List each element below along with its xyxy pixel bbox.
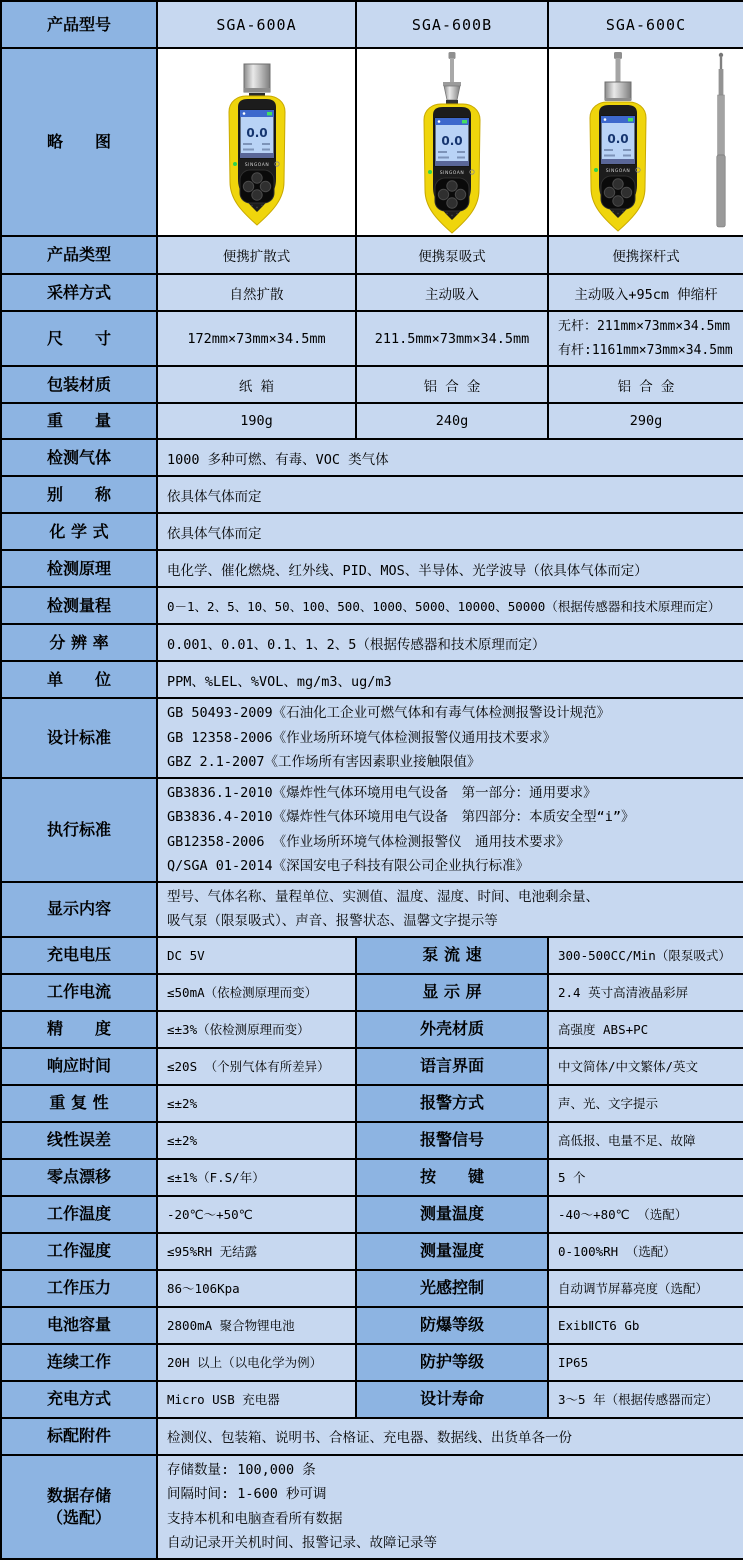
sketch-label: 略 图 (1, 48, 157, 236)
screen-text-line (604, 149, 613, 151)
keypad-button-up (251, 173, 261, 183)
spec-label: 显 示 屏 (356, 974, 548, 1011)
pump-probe (443, 52, 461, 104)
speaker-hole (456, 213, 458, 215)
dimension-line: 无杆：211mm×73mm×34.5mm (558, 318, 731, 334)
spec-value: -40～+80℃ （选配） (548, 1196, 743, 1233)
spec-value: 5 个 (548, 1159, 743, 1196)
display-line: 型号、气体名称、量程单位、实测值、温度、湿度、时间、电池剩余量、 (167, 888, 599, 905)
spec-row (1, 236, 743, 274)
exec-standards (157, 778, 743, 882)
spec-value: ≤50mA（依检测原理而变） (157, 974, 356, 1011)
spec-value: 中文简体/中文繁体/英文 (548, 1048, 743, 1085)
storage-label-line: 数据存储 (46, 1485, 111, 1505)
keypad-button-left (438, 189, 448, 199)
screen-text-line (438, 151, 447, 153)
spec-value: 20H 以上（以电化学为例） (157, 1344, 356, 1381)
spec-value: -20℃～+50℃ (157, 1196, 356, 1233)
spec-value-b: 211.5mm×73mm×34.5mm (356, 311, 548, 366)
spec-label: 光感控制 (356, 1270, 548, 1307)
keypad-button-right (621, 187, 631, 197)
screen-text-line (457, 157, 465, 159)
spec-row (1, 1048, 743, 1085)
storage-line: 支持本机和电脑查看所有数据 (167, 1510, 343, 1527)
spec-row (1, 1196, 743, 1233)
header-row (1, 1, 743, 48)
spec-value-b: 主动吸入 (356, 274, 548, 311)
spec-label: 防爆等级 (356, 1307, 548, 1344)
spec-value-a: 便携扩散式 (157, 236, 356, 274)
spec-value: ≤±1%（F.S/年） (157, 1159, 356, 1196)
spec-label: 充电方式 (1, 1381, 157, 1418)
spec-value-a: 190g (157, 403, 356, 439)
standard-line: GBZ 2.1-2007《工作场所有害因素职业接触限值》 (167, 754, 481, 770)
spec-label: 零点漂移 (1, 1159, 157, 1196)
dimension-line: 有杆:1161mm×73mm×34.5mm (558, 342, 733, 358)
brand-label: SINGOAN (439, 171, 465, 176)
spec-row (1, 1085, 743, 1122)
telescopic-rod (717, 53, 725, 227)
signal-icon (604, 118, 607, 121)
spec-label: 化 学 式 (1, 513, 157, 550)
spec-value: ≤20S （个别气体有所差异） (157, 1048, 356, 1085)
spec-label: 分 辨 率 (1, 624, 157, 661)
keypad-button-up (613, 179, 623, 189)
signal-icon (438, 120, 441, 123)
spec-label: 检测气体 (1, 439, 157, 476)
keypad-button-right (455, 189, 465, 199)
spec-value-c: 铝 合 金 (548, 366, 743, 403)
spec-label: 单 位 (1, 661, 157, 698)
spec-value: 300-500CC/Min（限泵吸式） (548, 937, 743, 974)
model-name-c: SGA-600C (548, 1, 743, 48)
spec-row (1, 513, 743, 550)
spec-label: 标配附件 (1, 1418, 157, 1455)
spec-value-a: 自然扩散 (157, 274, 356, 311)
spec-row (1, 661, 743, 698)
screen-datebar (435, 161, 469, 166)
spec-row (1, 624, 743, 661)
keypad-button-right (260, 181, 270, 191)
spec-label: 执行标准 (1, 778, 157, 882)
spec-label: 重 复 性 (1, 1085, 157, 1122)
spec-label: 检测量程 (1, 587, 157, 624)
model-name-a: SGA-600A (157, 1, 356, 48)
keypad-button-down (251, 190, 261, 200)
exec-standard-row (1, 778, 743, 882)
standard-line: GB 50493-2009《石油化工企业可燃气体和有毒气体检测报警设计规范》 (167, 705, 611, 721)
display-content-row (1, 882, 743, 937)
spec-row (1, 366, 743, 403)
spec-row (1, 587, 743, 624)
spec-value-a: 172mm×73mm×34.5mm (157, 311, 356, 366)
spec-label (1, 1455, 157, 1559)
screen-text-line (604, 155, 615, 157)
device-image-sga600c (548, 48, 743, 236)
spec-label: 工作温度 (1, 1196, 157, 1233)
data-storage-row (1, 1455, 743, 1559)
spec-value: 1000 多种可燃、有毒、VOC 类气体 (157, 439, 743, 476)
spec-value: 0－1、2、5、10、50、100、500、1000、5000、10000、50000（根据传感器和技术原理而定） (157, 587, 743, 624)
spec-label: 显示内容 (1, 882, 157, 937)
spec-value-b: 便携泵吸式 (356, 236, 548, 274)
spec-value: 0.001、0.01、0.1、1、2、5（根据传感器和技术原理而定） (157, 624, 743, 661)
device-body (229, 96, 285, 225)
spec-label: 语言界面 (356, 1048, 548, 1085)
spec-row (1, 274, 743, 311)
spec-value: 2.4 英寸高清液晶彩屏 (548, 974, 743, 1011)
speaker-hole (612, 211, 614, 213)
accessories-value: 检测仪、包装箱、说明书、合格证、充电器、数据线、出货单各一份 (157, 1418, 743, 1455)
led-indicator (594, 168, 598, 172)
spec-label: 尺 寸 (1, 311, 157, 366)
spec-label: 设计标准 (1, 698, 157, 778)
spec-label: 工作压力 (1, 1270, 157, 1307)
spec-row (1, 403, 743, 439)
spec-value: 2800mA 聚合物锂电池 (157, 1307, 356, 1344)
led-indicator (428, 170, 432, 174)
spec-row (1, 974, 743, 1011)
spec-value: 高强度 ABS+PC (548, 1011, 743, 1048)
spec-value-b: 铝 合 金 (356, 366, 548, 403)
spec-value: ≤±2% (157, 1122, 356, 1159)
spec-value: ≤±3%（依检测原理而变） (157, 1011, 356, 1048)
screen-text-line (438, 157, 449, 159)
spec-label: 线性误差 (1, 1122, 157, 1159)
screen-datebar (240, 153, 274, 158)
spec-value: ExibⅡCT6 Gb (548, 1307, 743, 1344)
probe-cap (605, 52, 631, 101)
signal-icon (242, 112, 245, 115)
spec-label: 采样方式 (1, 274, 157, 311)
speaker-hole (256, 207, 258, 209)
spec-row (1, 1233, 743, 1270)
spec-value: 声、光、文字提示 (548, 1085, 743, 1122)
spec-label: 报警方式 (356, 1085, 548, 1122)
spec-value: 自动调节屏幕亮度（选配） (548, 1270, 743, 1307)
brand-label: SINGOAN (244, 163, 269, 168)
standard-line: GB3836.1-2010《爆炸性气体环境用电气设备 第一部分：通用要求》 (167, 784, 597, 801)
spec-label: 检测原理 (1, 550, 157, 587)
screen-text-line (243, 143, 252, 145)
spec-label: 工作电流 (1, 974, 157, 1011)
spec-label: 重 量 (1, 403, 157, 439)
spec-row (1, 1011, 743, 1048)
spec-value-c: 便携探杆式 (548, 236, 743, 274)
spec-label: 包装材质 (1, 366, 157, 403)
spec-value: 依具体气体而定 (157, 476, 743, 513)
speaker-hole (617, 213, 619, 215)
spec-label: 测量湿度 (356, 1233, 548, 1270)
spec-label: 精 度 (1, 1011, 157, 1048)
screen-reading: 0.0 (245, 126, 268, 140)
storage-label-line: （选配） (46, 1507, 111, 1527)
spec-value: DC 5V (157, 937, 356, 974)
keypad-button-left (604, 187, 614, 197)
standard-line: GB12358-2006 《作业场所环境气体检测报警仪 通用技术要求》 (167, 833, 570, 850)
speaker-hole (451, 215, 453, 217)
spec-value-b: 240g (356, 403, 548, 439)
spec-value: ≤±2% (157, 1085, 356, 1122)
spec-label: 别 称 (1, 476, 157, 513)
storage-line: 存储数量: 100,000 条 (167, 1461, 316, 1478)
screen-text-line (457, 151, 465, 153)
battery-icon (628, 118, 633, 121)
screen-reading: 0.0 (441, 134, 463, 148)
led-indicator (233, 162, 237, 166)
battery-icon (462, 120, 467, 123)
keypad-button-up (447, 181, 457, 191)
spec-value-c (548, 311, 743, 366)
spec-value: 3～5 年（根据传感器而定） (548, 1381, 743, 1418)
spec-label: 报警信号 (356, 1122, 548, 1159)
device-image-sga600a (157, 48, 356, 236)
spec-label: 泵 流 速 (356, 937, 548, 974)
device-body (424, 104, 480, 233)
storage-details (157, 1455, 743, 1559)
spec-row (1, 1307, 743, 1344)
screen-datebar (601, 159, 635, 164)
screen-text-line (262, 149, 270, 151)
spec-label: 防护等级 (356, 1344, 548, 1381)
standard-line: Q/SGA 01-2014《深国安电子科技有限公司企业执行标准》 (167, 858, 530, 874)
spec-row (1, 439, 743, 476)
speaker-hole (446, 213, 448, 215)
spec-row (1, 550, 743, 587)
spec-value: 86～106Kpa (157, 1270, 356, 1307)
spec-label: 响应时间 (1, 1048, 157, 1085)
storage-line: 自动记录开关机时间、报警记录、故障记录等 (167, 1535, 437, 1551)
screen-text-line (623, 149, 631, 151)
screen-text-line (262, 143, 270, 145)
device-body (590, 102, 646, 231)
spec-label: 工作湿度 (1, 1233, 157, 1270)
design-standard-row (1, 698, 743, 778)
keypad-button-down (613, 196, 623, 206)
spec-value: PPM、%LEL、%VOL、mg/m3、ug/m3 (157, 661, 743, 698)
keypad-button-left (243, 181, 253, 191)
spec-label: 按 键 (356, 1159, 548, 1196)
display-content (157, 882, 743, 937)
accessories-row (1, 1418, 743, 1455)
device-image-sga600b (356, 48, 548, 236)
screen-reading: 0.0 (607, 132, 629, 146)
spec-row (1, 937, 743, 974)
spec-label: 电池容量 (1, 1307, 157, 1344)
spec-label: 连续工作 (1, 1344, 157, 1381)
spec-value: ≤95%RH 无结露 (157, 1233, 356, 1270)
spec-row (1, 476, 743, 513)
spec-label: 测量温度 (356, 1196, 548, 1233)
spec-value: 高低报、电量不足、故障 (548, 1122, 743, 1159)
spec-label: 外壳材质 (356, 1011, 548, 1048)
standard-line: GB 12358-2006《作业场所环境气体检测报警仪通用技术要求》 (167, 729, 557, 746)
spec-value: 依具体气体而定 (157, 513, 743, 550)
sketch-row (1, 48, 743, 236)
spec-value: 0-100%RH （选配） (548, 1233, 743, 1270)
sensor-cap (244, 64, 270, 96)
model-name-b: SGA-600B (356, 1, 548, 48)
storage-line: 间隔时间: 1-600 秒可调 (167, 1486, 327, 1502)
battery-icon (267, 112, 272, 115)
brand-label: SINGOAN (605, 169, 631, 174)
spec-row (1, 1270, 743, 1307)
spec-value: 电化学、催化燃烧、红外线、PID、MOS、半导体、光学波导（依具体气体而定） (157, 550, 743, 587)
spec-value: IP65 (548, 1344, 743, 1381)
speaker-hole (622, 211, 624, 213)
spec-value: Micro USB 充电器 (157, 1381, 356, 1418)
speaker-hole (251, 205, 253, 207)
keypad-button-down (447, 198, 457, 208)
spec-row (1, 1344, 743, 1381)
header-label: 产品型号 (1, 1, 157, 48)
spec-row (1, 1122, 743, 1159)
spec-label: 产品类型 (1, 236, 157, 274)
spec-label: 设计寿命 (356, 1381, 548, 1418)
spec-value-c: 主动吸入+95cm 伸缩杆 (548, 274, 743, 311)
spec-row (1, 1159, 743, 1196)
spec-label: 充电电压 (1, 937, 157, 974)
screen-text-line (243, 149, 254, 151)
spec-value-a: 纸 箱 (157, 366, 356, 403)
spec-row (1, 311, 743, 366)
screen-text-line (623, 155, 631, 157)
display-line: 吸气泵（限泵吸式）、声音、报警状态、温馨文字提示等 (167, 913, 498, 929)
speaker-hole (261, 205, 263, 207)
spec-row (1, 1381, 743, 1418)
design-standards (157, 698, 743, 778)
spec-value-c: 290g (548, 403, 743, 439)
standard-line: GB3836.4-2010《爆炸性气体环境用电气设备 第四部分：本质安全型“i”》 (167, 809, 635, 825)
